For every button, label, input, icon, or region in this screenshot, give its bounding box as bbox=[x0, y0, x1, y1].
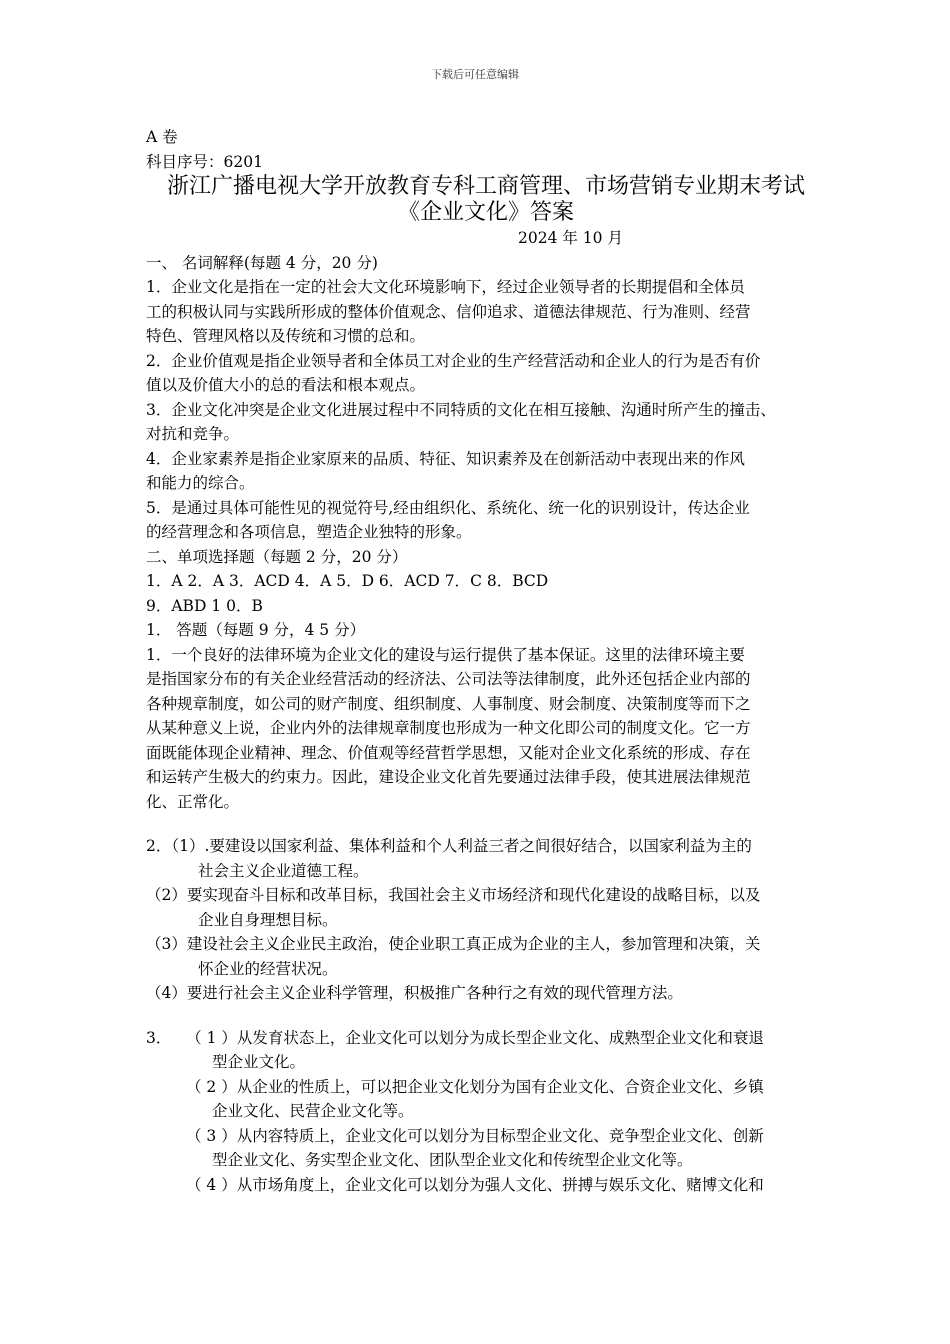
text-line: 工的积极认同与实践所形成的整体价值观念、信仰追求、道德法律规范、行为准则、经营 bbox=[146, 302, 751, 321]
section1-heading: 一、 名词解释(每题 4 分，20 分) bbox=[146, 253, 378, 272]
text-line: 5．是通过具体可能性见的视觉符号,经由组织化、系统化、统一化的识别设计，传达企业 bbox=[146, 498, 750, 517]
section1-content bbox=[146, 275, 826, 545]
text-line: 从某种意义上说，企业内外的法律规章制度也形成为一种文化即公司的制度文化。它一方 bbox=[146, 719, 751, 737]
q2-item-3: （3）建设社会主义企业民主政治，使企业职工真正成为企业的主人，参加管理和决策，关 bbox=[146, 935, 761, 953]
q3-item-1-cont: 型企业文化。 bbox=[212, 1053, 306, 1071]
text-line: 面既能体现企业精神、理念、价值观等经营哲学思想，又能对企业文化系统的形成、存在 bbox=[146, 743, 751, 762]
q1-answer bbox=[146, 643, 826, 815]
text-line: 的经营理念和各项信息，塑造企业独特的形象。 bbox=[146, 523, 472, 541]
q3-item-3-cont: 型企业文化、务实型企业文化、团队型企业文化和传统型企业文化等。 bbox=[212, 1151, 693, 1169]
title-line-2: 《企业文化》答案 bbox=[397, 200, 574, 225]
text-line: 2．企业价值观是指企业领导者和全体员工对企业的生产经营活动和企业人的行为是否有价 bbox=[146, 351, 761, 370]
paper-label: A 卷 bbox=[146, 128, 178, 146]
q3-item-3: （ 3 ）从内容特质上，企业文化可以划分为目标型企业文化、竞争型企业文化、创新 bbox=[186, 1126, 764, 1145]
q2-item-4: （4）要进行社会主义企业科学管理，积极推广各种行之有效的现代管理方法。 bbox=[146, 984, 683, 1002]
text-line: 特色、管理风格以及传统和习惯的总和。 bbox=[146, 327, 426, 345]
document-body bbox=[146, 125, 826, 1197]
text-line: 对抗和竞争。 bbox=[146, 425, 240, 443]
subject-code: 科目序号：6201 bbox=[146, 152, 263, 171]
q3-item-2-cont: 企业文化、民营企业文化等。 bbox=[212, 1102, 414, 1120]
exam-date: 2024 年 10 月 bbox=[518, 229, 623, 247]
text-line: 值以及价值大小的总的看法和根本观点。 bbox=[146, 376, 426, 394]
q3-item-4: （ 4 ）从市场角度上，企业文化可以划分为强人文化、拼搏与娱乐文化、赌博文化和 bbox=[186, 1175, 764, 1194]
text-line: 1．一个良好的法律环境为企业文化的建设与运行提供了基本保证。这里的法律环境主要 bbox=[146, 645, 745, 664]
q3-label: 3． bbox=[146, 1028, 172, 1047]
header-note: 下载后可任意编辑 bbox=[431, 68, 519, 81]
q2-item-3-cont: 怀企业的经营状况。 bbox=[198, 959, 338, 978]
section3-heading: 1． 答题（每题 9 分，4 5 分） bbox=[146, 621, 366, 639]
q3-answer bbox=[146, 1026, 826, 1198]
answer-line: 9．ABD 1 0．B bbox=[146, 596, 263, 615]
text-line: 3．企业文化冲突是企业文化进展过程中不同特质的文化在相互接触、沟通时所产生的撞击、 bbox=[146, 400, 776, 419]
q3-item-2: （ 2 ）从企业的性质上，可以把企业文化划分为国有企业文化、合资企业文化、乡镇 bbox=[186, 1077, 764, 1096]
q2-item-1: 2．（1）.要建设以国家利益、集体利益和个人利益三者之间很好结合，以国家利益为主的 bbox=[146, 837, 752, 855]
text-line: 和运转产生极大的约束力。因此，建设企业文化首先要通过法律手段，使其进展法律规范 bbox=[146, 768, 751, 786]
q2-answer bbox=[146, 834, 826, 1006]
text-line: 各种规章制度，如公司的财产制度、组织制度、人事制度、财会制度、决策制度等而下之 bbox=[146, 694, 751, 713]
q2-item-2-cont: 企业自身理想目标。 bbox=[198, 910, 338, 929]
title-line-1: 浙江广播电视大学开放教育专科工商管理、市场营销专业期末考试 bbox=[166, 174, 805, 199]
q3-item-1-text: （ 1 ）从发育状态上，企业文化可以划分为成长型企业文化、成熟型企业文化和衰退 bbox=[186, 1028, 764, 1047]
answer-line: 1．A 2．A 3．ACD 4．A 5．D 6．ACD 7．C 8．BCD bbox=[146, 572, 549, 590]
q2-item-1-cont: 社会主义企业道德工程。 bbox=[198, 861, 369, 880]
text-line: 4．企业家素养是指企业家原来的品质、特征、知识素养及在创新活动中表现出来的作风 bbox=[146, 449, 745, 468]
text-line: 1．企业文化是指在一定的社会大文化环境影响下，经过企业领导者的长期提倡和全体员 bbox=[146, 278, 745, 296]
text-line: 和能力的综合。 bbox=[146, 474, 255, 492]
section2-heading: 二、单项选择题（每题 2 分，20 分） bbox=[146, 547, 408, 566]
q2-item-2: （2）要实现奋斗目标和改革目标，我国社会主义市场经济和现代化建设的战略目标，以及 bbox=[146, 886, 761, 904]
text-line: 化、正常化。 bbox=[146, 792, 240, 811]
q3-item-1 bbox=[146, 1026, 826, 1051]
text-line: 是指国家分布的有关企业经营活动的经济法、公司法等法律制度，此外还包括企业内部的 bbox=[146, 670, 751, 688]
